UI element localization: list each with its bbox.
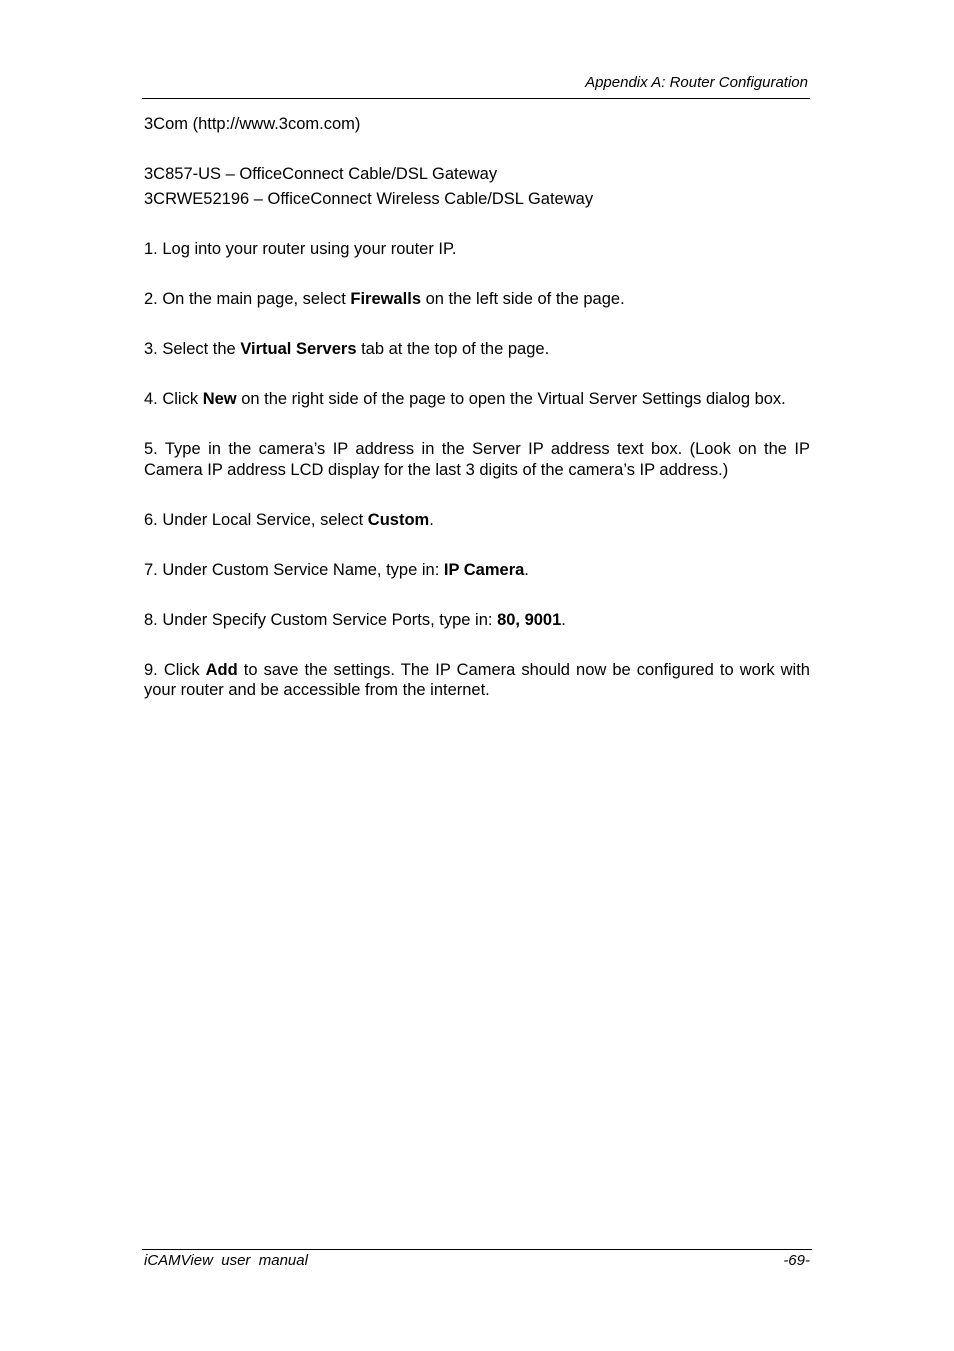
step-text: on the right side of the page to open the Virtual Server Settings dialog box.: [236, 390, 786, 408]
model-line: 3C857-US – OfficeConnect Cable/DSL Gateway: [144, 165, 498, 183]
step-1: 1. Log into your router using your router IP.: [144, 240, 457, 258]
step-text: on the left side of the page.: [421, 290, 625, 308]
step-text: 2. On the main page, select: [144, 290, 351, 308]
step-text: .: [524, 560, 529, 579]
page-content: [144, 114, 810, 701]
model-line: 3CRWE52196 – OfficeConnect Wireless Cable/DSL Gateway: [144, 190, 594, 208]
step-9: [144, 660, 810, 701]
step-keyword: New: [202, 390, 237, 408]
step-5: 5. Type in the camera’s IP address in the Server IP address text box. (Look on the IP Camera IP address LCD display for the last 3 digits of the camera’s IP address.): [144, 440, 810, 479]
step-text: 7. Under Custom Service Name, type in:: [144, 560, 444, 579]
step-7: [144, 560, 810, 581]
step-3: [144, 339, 810, 360]
step-text: tab at the top of the page.: [356, 340, 550, 358]
step-4: [144, 389, 810, 410]
step-text: .: [429, 510, 434, 529]
step-keyword: Custom: [367, 510, 430, 529]
step-text: .: [561, 610, 566, 629]
step-keyword: 80, 9001: [497, 610, 562, 629]
step-2: [144, 289, 810, 310]
step-text: 9. Click: [144, 660, 206, 679]
step-keyword: IP Camera: [443, 560, 525, 579]
step-keyword: Firewalls: [350, 290, 421, 308]
step-8: [144, 610, 810, 631]
page-header: [142, 72, 810, 99]
step-keyword: Virtual Servers: [240, 340, 357, 358]
step-text: 8. Under Specify Custom Service Ports, type in:: [144, 610, 498, 629]
page-footer: [142, 1249, 812, 1276]
header-title: Appendix A: Router Configuration: [585, 74, 808, 91]
step-text: to save the settings. The IP Camera should now be configured to work with your router and be accessible from the internet.: [144, 660, 810, 699]
step-6: [144, 510, 810, 531]
step-keyword: Add: [205, 660, 238, 679]
vendor-line: 3Com (http://www.3com.com): [144, 115, 361, 133]
page-number: -69-: [783, 1252, 810, 1269]
step-text: 4. Click: [144, 390, 203, 408]
step-text: 6. Under Local Service, select: [144, 510, 368, 529]
footer-manual-title: iCAMView user manual: [144, 1252, 308, 1269]
step-text: 3. Select the: [144, 340, 241, 358]
